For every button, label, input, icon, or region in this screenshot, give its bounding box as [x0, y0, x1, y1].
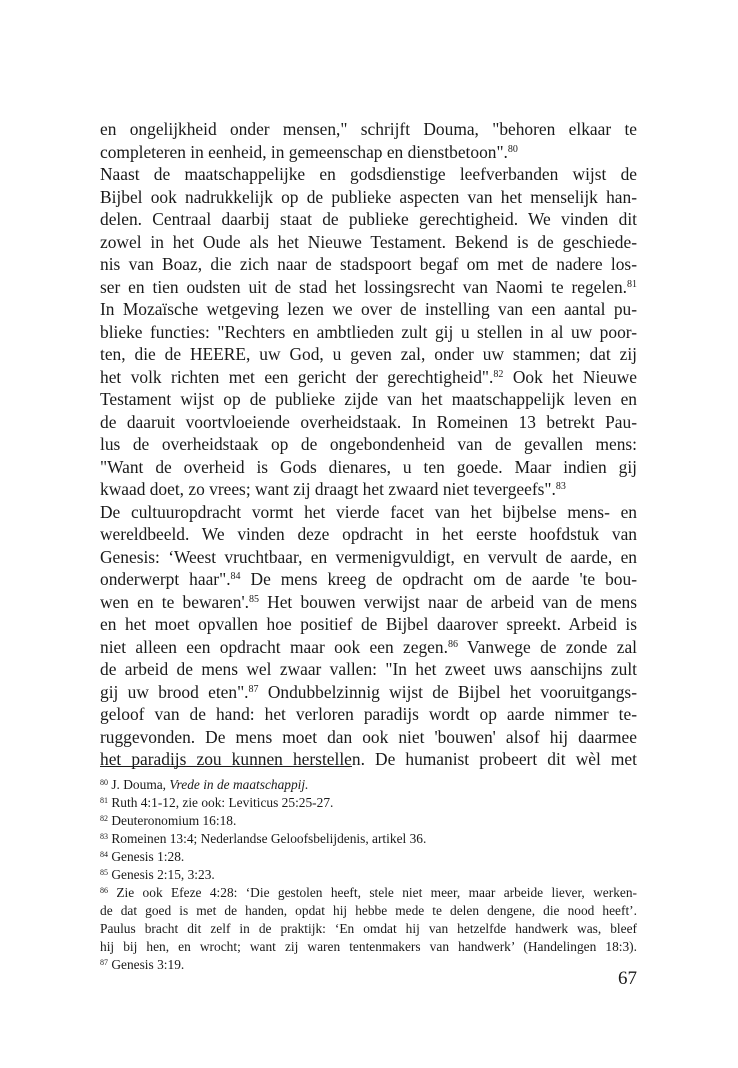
body-line-text-continued: Ook het Nieuwe: [503, 366, 637, 387]
footnote-number: 85: [100, 868, 108, 877]
body-line-text: de arbeid de mens wel zwaar vallen: "In het zweet uws aanschijns zult: [100, 659, 637, 679]
body-line-text: de daaruit voortvloeiende overheidstaak. In Romeinen 13 betrekt Pau-: [100, 411, 637, 432]
body-line: [100, 186, 637, 209]
body-line-text: het paradijs zou kunnen herstellen. De humanist probeert dit wèl met: [100, 749, 637, 769]
body-line: [100, 636, 637, 659]
footnote-reference[interactable]: 87: [248, 683, 259, 695]
footnote: [100, 938, 637, 956]
footnote: [100, 812, 637, 830]
body-line-text: gij uw brood eten".: [100, 681, 249, 702]
body-line: [100, 118, 637, 141]
body-line-text: ser en tien oudsten uit de stad het lossingsrecht van Naomi te regelen.: [100, 276, 627, 297]
footnote-rule: [100, 766, 352, 767]
body-line: [100, 163, 637, 186]
footnote: [100, 830, 637, 848]
footnote-reference[interactable]: 81: [627, 278, 637, 290]
footnote: [100, 920, 637, 938]
body-line-text: De cultuuropdracht vormt het vierde facet van het bijbelse mens- en: [100, 501, 637, 522]
footnote-number: 86: [100, 886, 108, 895]
body-line-text: lus de overheidstaak op de ongebondenheid van de gevallen mens:: [100, 434, 637, 454]
body-line: [100, 478, 637, 501]
body-line-text: Naast de maatschappelijke en godsdienstige leefverbanden wijst de: [100, 164, 637, 184]
body-line-text: Testament wijst op de publieke zijde van het maatschappelijk leven en: [100, 389, 637, 409]
body-line: [100, 658, 637, 681]
body-line-text: geloof van de hand: het verloren paradijs wordt op aarde nimmer te-: [100, 704, 637, 724]
body-line: [100, 433, 637, 456]
footnote-reference[interactable]: 84: [230, 571, 241, 582]
footnotes: [100, 776, 637, 974]
body-line: [100, 523, 637, 546]
body-line: [100, 681, 637, 704]
body-line: [100, 726, 637, 749]
body-line-text: blieke functies: "Rechters en ambtlieden zult gij u stellen in al uw poor-: [100, 321, 637, 342]
body-line-text: onderwerpt haar".: [100, 569, 231, 589]
footnote-text: Romeinen 13:4; Nederlandse Geloofsbelijdenis, artikel 36.: [108, 831, 427, 846]
footnote-text: J. Douma,: [108, 777, 170, 792]
body-line: [100, 591, 637, 614]
footnote-reference[interactable]: 83: [555, 481, 566, 492]
body-line: [100, 501, 637, 524]
body-line-text-continued: Vanwege de zonde zal: [457, 636, 637, 657]
body-line-text: wereldbeeld. We vinden deze opdracht in het eerste hoofdstuk van: [100, 524, 637, 544]
footnote-text: Zie ook Efeze 4:28: ‘Die gestolen heeft, stele niet meer, maar arbeide liever, werken-: [108, 885, 637, 900]
footnote-text: hij bij hen, en wrocht; want zij waren tentenmakers van handwerk’ (Handelingen 18:3).: [100, 939, 637, 954]
body-line-text: ruggevonden. De mens moet dan ook niet 'bouwen' alsof hij daarmee: [100, 726, 637, 747]
body-line: [100, 208, 637, 231]
body-line: [100, 456, 637, 479]
footnote-number: 80: [100, 778, 108, 787]
footnote: [100, 884, 637, 902]
body-text: [100, 118, 637, 771]
footnote-number: 81: [100, 796, 108, 805]
footnote-text: Genesis 2:15, 3:23.: [108, 867, 215, 882]
footnote-number: 84: [100, 850, 108, 859]
body-line: [100, 388, 637, 411]
footnote-text: de dat goed is met de handen, opdat hij hebbe mede te delen dengene, die nood heeft’.: [100, 903, 637, 918]
body-line: [100, 613, 637, 636]
body-line: [100, 298, 637, 321]
footnote-reference[interactable]: 85: [248, 593, 259, 605]
body-line-text: het volk richten met een gericht der gerechtigheid".: [100, 366, 494, 387]
body-line-text: en ongelijkheid onder mensen," schrijft Douma, "behoren elkaar te: [100, 119, 637, 139]
body-line-text: In Mozaïsche wetgeving lezen we over de instelling van een aantal pu-: [100, 299, 637, 319]
body-line-text: kwaad doet, zo vrees; want zij draagt het zwaard niet tevergeefs".: [100, 479, 556, 499]
footnote: [100, 794, 637, 812]
body-line: [100, 748, 637, 771]
footnote: [100, 776, 637, 794]
footnote-number: 83: [100, 832, 108, 841]
body-line: [100, 546, 637, 569]
body-line-text: delen. Centraal daarbij staat de publieke gerechtigheid. We vinden dit: [100, 209, 637, 229]
body-line-text-continued: De mens kreeg de opdracht om de aarde 'te bou-: [240, 569, 637, 589]
footnote-reference[interactable]: 80: [507, 143, 518, 155]
body-line-text-continued: Ondubbelzinnig wijst de Bijbel het vooruitgangs-: [258, 681, 637, 702]
body-line: [100, 253, 637, 276]
footnote-title-italic: Vrede in de maatschappij.: [169, 777, 309, 792]
body-line-text: completeren in eenheid, in gemeenschap en dienstbetoon".: [100, 141, 508, 162]
footnote: [100, 866, 637, 884]
page-number: 67: [618, 968, 637, 989]
body-line-text: Genesis: ‘Weest vruchtbaar, en vermenigvuldigt, en vervult de aarde, en: [100, 546, 637, 567]
body-line: [100, 141, 637, 164]
body-line: [100, 276, 637, 299]
footnote: [100, 848, 637, 866]
body-line-text: wen en te bewaren'.: [100, 591, 249, 612]
body-line: [100, 231, 637, 254]
footnote-number: 87: [100, 958, 108, 967]
footnote: [100, 902, 637, 920]
footnote-text: Ruth 4:1-12, zie ook: Leviticus 25:25-27.: [108, 795, 334, 810]
body-line: [100, 568, 637, 591]
footnote-text: Genesis 1:28.: [108, 849, 185, 864]
body-line-text: ten, die de HEERE, uw God, u geven zal, onder uw stammen; dat zij: [100, 344, 637, 364]
footnote-text: Paulus bracht dit zelf in de praktijk: ‘En omdat hij van hetzelfde handwerk was, bleef: [100, 921, 637, 936]
footnote-number: 82: [100, 814, 108, 823]
body-line: [100, 321, 637, 344]
body-line: [100, 343, 637, 366]
body-line: [100, 703, 637, 726]
footnote-text: Deuteronomium 16:18.: [108, 813, 237, 828]
body-line-text: zowel in het Oude als het Nieuwe Testament. Bekend is de geschiede-: [100, 231, 637, 252]
footnote: [100, 956, 637, 974]
footnote-reference[interactable]: 86: [447, 638, 458, 650]
body-line: [100, 366, 637, 389]
body-line-text: niet alleen een opdracht maar ook een zegen.: [100, 636, 448, 657]
body-line: [100, 411, 637, 434]
body-line-text-continued: Het bouwen verwijst naar de arbeid van de mens: [258, 591, 637, 612]
footnote-reference[interactable]: 82: [493, 368, 504, 380]
footnote-text: Genesis 3:19.: [108, 957, 185, 972]
body-line-text: en het moet opvallen hoe positief de Bijbel daarover spreekt. Arbeid is: [100, 614, 637, 634]
body-line-text: Bijbel ook nadrukkelijk op de publieke aspecten van het menselijk han-: [100, 186, 637, 207]
body-line-text: nis van Boaz, die zich naar de stadspoort begaf om met de nadere los-: [100, 254, 637, 274]
body-line-text: "Want de overheid is Gods dienares, u ten goede. Maar indien gij: [100, 456, 637, 477]
